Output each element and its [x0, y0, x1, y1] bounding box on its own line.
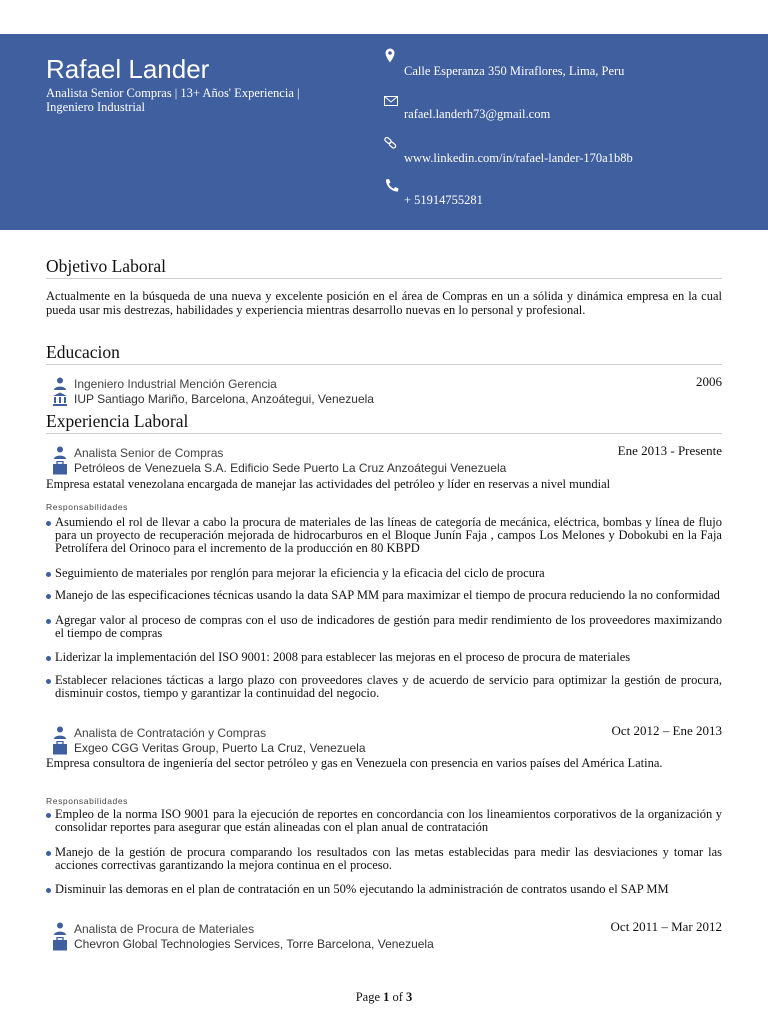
- job-dates: Oct 2011 – Mar 2012: [610, 919, 722, 934]
- education-school: IUP Santiago Mariño, Barcelona, Anzoátegui, Venezuela: [74, 392, 374, 406]
- page-of: of: [389, 990, 407, 1004]
- section-heading-educacion: Educacion: [46, 342, 722, 365]
- list-item: Manejo de la gestión de procura comparando los resultados con las metas establecidas para medir las desviaciones y tomar las acciones correctivas garantizando la mejora continua en el proceso.: [46, 846, 722, 872]
- list-item: Empleo de la norma ISO 9001 para la ejecución de reportes en concordancia con los lineamientos corporativos de la organización y consolidar reportes para asegurar que están alineadas con el plan anual de contratación: [46, 808, 722, 834]
- person-icon: [52, 446, 68, 460]
- briefcase-icon: [52, 741, 68, 755]
- job-company: Exgeo CGG Veritas Group, Puerto La Cruz, Venezuela: [74, 741, 366, 755]
- page-current: 1: [383, 990, 390, 1004]
- person-icon: [52, 726, 68, 740]
- contact-linkedin-text[interactable]: www.linkedin.com/in/rafael-lander-170a1b8b: [404, 151, 633, 165]
- briefcase-icon: [52, 461, 68, 475]
- job-entry-exgeo: [46, 725, 722, 755]
- list-item: Establecer relaciones tácticas a largo plazo con proveedores claves y de acuerdo de servicio para optimizar la gestión de procura, disminuir costos, tiempo y garantizar la continuidad del negocio.: [46, 674, 722, 700]
- job-entry-chevron: [46, 921, 722, 951]
- responsibilities-list: [46, 808, 722, 896]
- job-dates: Oct 2012 – Ene 2013: [611, 723, 722, 738]
- job-description: Empresa estatal venezolana encargada de manejar las actividades del petróleo y líder en reservas a nivel mundial: [46, 477, 611, 491]
- job-title: Analista de Contratación y Compras: [74, 726, 267, 740]
- list-item: Agregar valor al proceso de compras con el uso de indicadores de gestión para medir rendimiento de los proveedores maximizando el tiempo de compras: [46, 614, 722, 640]
- list-item: Manejo de las especificaciones técnicas usando la data SAP MM para maximizar el tiempo de procura reduciendo la no conformidad: [46, 589, 722, 602]
- briefcase-icon: [52, 937, 68, 951]
- candidate-tagline: Analista Senior Compras | 13+ Años' Experiencia | Ingeniero Industrial: [46, 86, 300, 114]
- section-heading-objetivo: Objetivo Laboral: [46, 256, 722, 279]
- objetivo-text: Actualmente en la búsqueda de una nueva y excelente posición en el área de Compras en un a sólida y dinámica empresa en la cual pueda usar mis destrezas, habilidades y experiencia mientras desarrollo nuevas en lo personal y profesional.: [46, 289, 722, 317]
- education-entry: [46, 376, 722, 406]
- contact-address-text: Calle Esperanza 350 Miraflores, Lima, Peru: [404, 64, 625, 78]
- education-degree: Ingeniero Industrial Mención Gerencia: [74, 377, 277, 391]
- page-prefix: Page: [355, 990, 384, 1004]
- section-heading-experiencia: Experiencia Laboral: [46, 411, 722, 434]
- job-entry-pdvsa: [46, 445, 722, 475]
- candidate-name: Rafael Lander: [46, 54, 210, 84]
- list-item: Liderizar la implementación del ISO 9001: 2008 para establecer las mejoras en el proceso de procura de materiales: [46, 651, 722, 664]
- person-icon: [52, 377, 68, 391]
- job-title: Analista de Procura de Materiales: [74, 922, 255, 936]
- list-item: Seguimiento de materiales por renglón para mejorar la eficiencia y la eficacia del ciclo de procura: [46, 567, 722, 580]
- contact-email-text[interactable]: rafael.landerh73@gmail.com: [404, 107, 551, 121]
- contact-phone-text[interactable]: + 51914755281: [404, 193, 483, 207]
- page-number: [0, 990, 768, 1005]
- responsibilities-label: Responsabilidades: [46, 796, 129, 806]
- phone-icon: [384, 178, 400, 194]
- job-description: Empresa consultora de ingeniería del sector petróleo y gas en Venezuela con presencia en varios países del América Latina.: [46, 756, 663, 770]
- responsibilities-label: Responsabilidades: [46, 502, 129, 512]
- job-company: Petróleos de Venezuela S.A. Edificio Sede Puerto La Cruz Anzoátegui Venezuela: [74, 461, 507, 475]
- person-icon: [52, 922, 68, 936]
- job-company: Chevron Global Technologies Services, Torre Barcelona, Venezuela: [74, 937, 434, 951]
- institution-icon: [52, 392, 68, 406]
- job-title: Analista Senior de Compras: [74, 446, 224, 460]
- list-item: Asumiendo el rol de llevar a cabo la procura de materiales de las líneas de categoría de mecánica, eléctrica, bombas y línea de flujo para un proyecto de recuperación mejorada de hidrocarburos en el Bloque Junín Faja , campos Los Melones y Dobokubi en la Faja Petrolífera del Orinoco para el incremento de la producción en 80 KBPD: [46, 516, 722, 555]
- location-pin-icon: [384, 48, 400, 64]
- education-year: 2006: [696, 374, 722, 389]
- envelope-icon: [384, 94, 400, 110]
- list-item: Disminuir las demoras en el plan de contratación en un 50% ejecutando la administración de contratos usando el SAP MM: [46, 883, 722, 896]
- header-banner: [0, 34, 768, 230]
- link-icon: [384, 137, 400, 153]
- responsibilities-list: [46, 516, 722, 700]
- page-total: 3: [406, 990, 413, 1004]
- job-dates: Ene 2013 - Presente: [617, 443, 722, 458]
